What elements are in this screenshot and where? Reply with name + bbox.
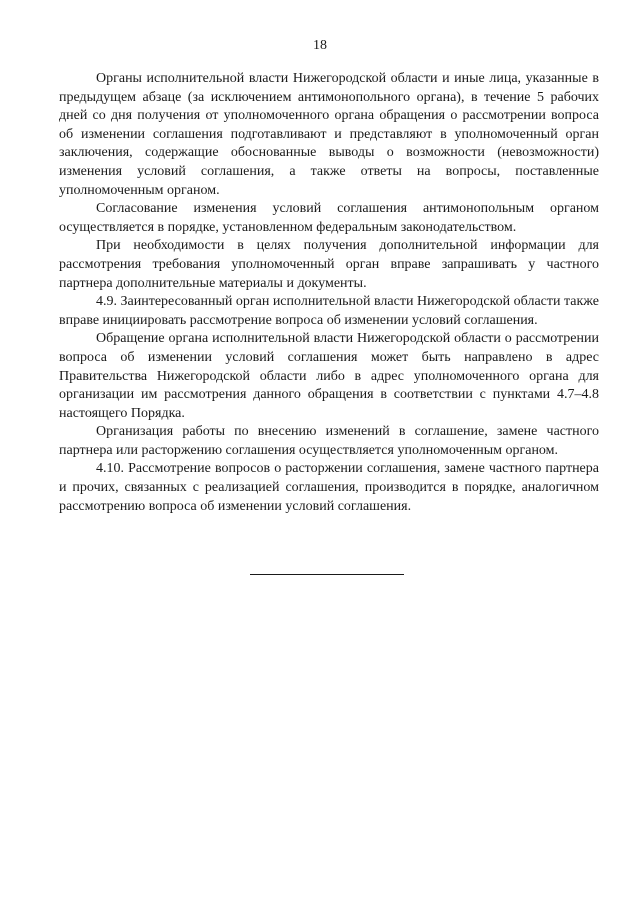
page-number: 18	[313, 38, 327, 53]
document-body	[59, 70, 599, 516]
paragraph-opinions: Органы исполнительной власти Нижегородской области и иные лица, указанные в предыдущем абзаце (за исключением антимонопольного органа), в течение 5 рабочих дней со дня получения от уполномоченного органа обращения о рассмотрении вопроса об изменении соглашения подготавливают и представляют в уполномоченный орган заключения, содержащие обоснованные выводы о возможности (невозможности) изменения условий соглашения, а также ответы на вопросы, поставленные уполномоченным органом.	[59, 71, 599, 198]
paragraph-4-10: 4.10. Рассмотрение вопросов о расторжении соглашения, замене частного партнера и прочих, связанных с реализацией соглашения, производится в порядке, аналогичном рассмотрению вопроса об изменении условий соглашения.	[59, 461, 599, 514]
paragraph-appeal: Обращение органа исполнительной власти Нижегородской области о рассмотрении вопроса об изменении условий соглашения может быть направлено в адрес Правительства Нижегородской области либо в адрес уполномоченного органа для организации им рассмотрения данного обращения в соответствии с пунктами 4.7–4.8 настоящего Порядка.	[59, 331, 599, 421]
paragraph-organization-of-work: Организация работы по внесению изменений в соглашение, замене частного партнера или расторжению соглашения осуществляется уполномоченным органом.	[59, 424, 599, 458]
end-divider-line	[250, 574, 404, 575]
paragraph-antimonopoly-approval: Согласование изменения условий соглашения антимонопольным органом осуществляется в порядке, установленном федеральным законодательством.	[59, 201, 599, 235]
paragraph-4-9: 4.9. Заинтересованный орган исполнительной власти Нижегородской области также вправе инициировать рассмотрение вопроса об изменении условий соглашения.	[59, 294, 599, 328]
paragraph-additional-materials: При необходимости в целях получения дополнительной информации для рассмотрения требования уполномоченный орган вправе запрашивать у частного партнера дополнительные материалы и документы.	[59, 238, 599, 291]
